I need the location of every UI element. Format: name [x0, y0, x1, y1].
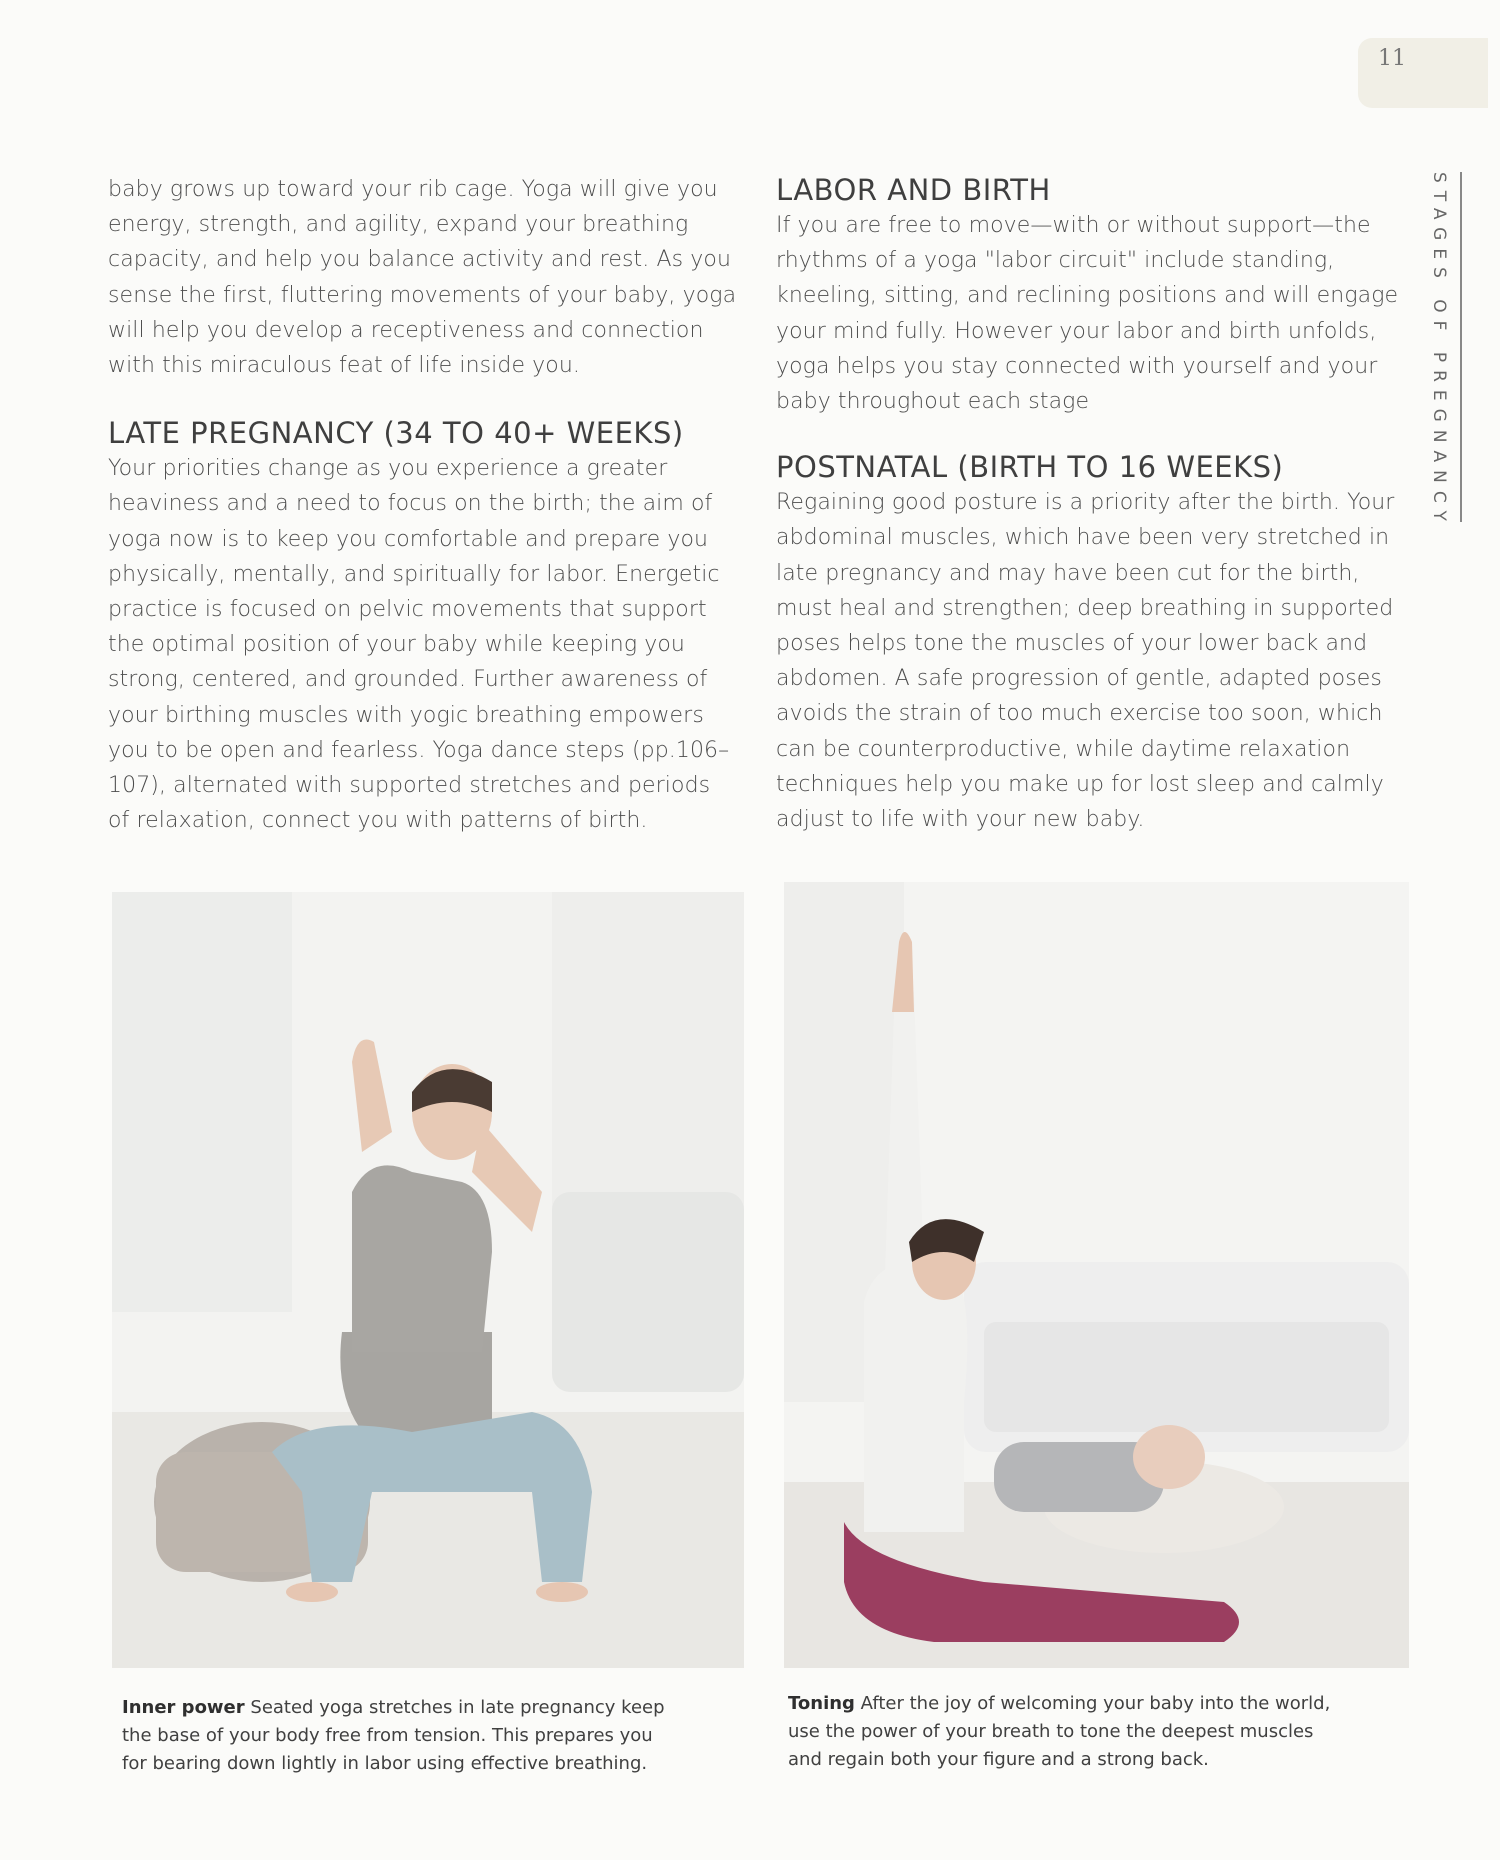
caption-right-text: After the joy of welcoming your baby into the world, use the power of your breath to tone the deepest muscles and regain both your figure and a strong back.: [788, 1693, 1331, 1770]
side-divider: [1460, 172, 1462, 522]
labor-birth-heading: LABOR AND BIRTH: [776, 173, 1051, 207]
postnatal-paragraph: Regaining good posture is a priority after the birth. Your abdominal muscles, which have been very stretched in late pregnancy and may have been cut for the birth, must heal and strengthen; deep breathing in supported poses helps tone the muscles of your lower back and abdomen. A safe progression of gentle, adapted poses avoids the strain of too much exercise too soon, which can be counterproductive, while daytime relaxation techniques help you make up for lost sleep and calmly adjust to life with your new baby.: [776, 490, 1395, 833]
page-number: 11: [1358, 38, 1488, 108]
right-column: [776, 172, 1406, 837]
seated-stretch-illustration: [112, 892, 744, 1668]
caption-left-text: Seated yoga stretches in late pregnancy keep the base of your body free from tension. This prepares you for bearing down lightly in labor using effective breathing.: [122, 1697, 665, 1774]
labor-birth-paragraph: If you are free to move—with or without support—the rhythms of a yoga "labor circuit" include standing, kneeling, sitting, and reclining positions and will engage your mind fully. However your labor and birth unfolds, yoga helps you stay connected with yourself and your baby throughout each stage: [776, 213, 1399, 415]
caption-toning: [788, 1690, 1348, 1774]
photo-postnatal-toning: [784, 882, 1409, 1668]
postnatal-heading: POSTNATAL (BIRTH TO 16 WEEKS): [776, 450, 1284, 485]
photo-seated-stretch: [112, 892, 744, 1668]
late-pregnancy-heading: LATE PREGNANCY (34 TO 40+ WEEKS): [108, 416, 684, 451]
caption-left-title: Inner power: [122, 1697, 245, 1718]
left-column: [108, 172, 738, 838]
late-pregnancy-paragraph: Your priorities change as you experience a greater heaviness and a need to focus on the birth; the aim of yoga now is to keep you comfortable and prepare you physically, mentally, and spiritually for labor. Energetic practice is focused on pelvic movements that support the optimal position of your baby while keeping you strong, centered, and grounded. Further awareness of your birthing muscles with yogic breathing empowers you to be open and fearless. Yoga dance steps (pp.106–107), alternated with supported stretches and periods of relaxation, connect you with patterns of birth.: [108, 456, 730, 834]
postnatal-toning-illustration: [784, 882, 1409, 1668]
caption-right-title: Toning: [788, 1693, 855, 1714]
section-side-title: STAGES OF PREGNANCY: [1429, 172, 1449, 529]
caption-inner-power: [122, 1694, 682, 1778]
intro-paragraph: baby grows up toward your rib cage. Yoga will give you energy, strength, and agility, expand your breathing capacity, and help you balance activity and rest. As you sense the first, fluttering movements of your baby, yoga will help you develop a receptiveness and connection with this miraculous feat of life inside you.: [108, 177, 737, 379]
